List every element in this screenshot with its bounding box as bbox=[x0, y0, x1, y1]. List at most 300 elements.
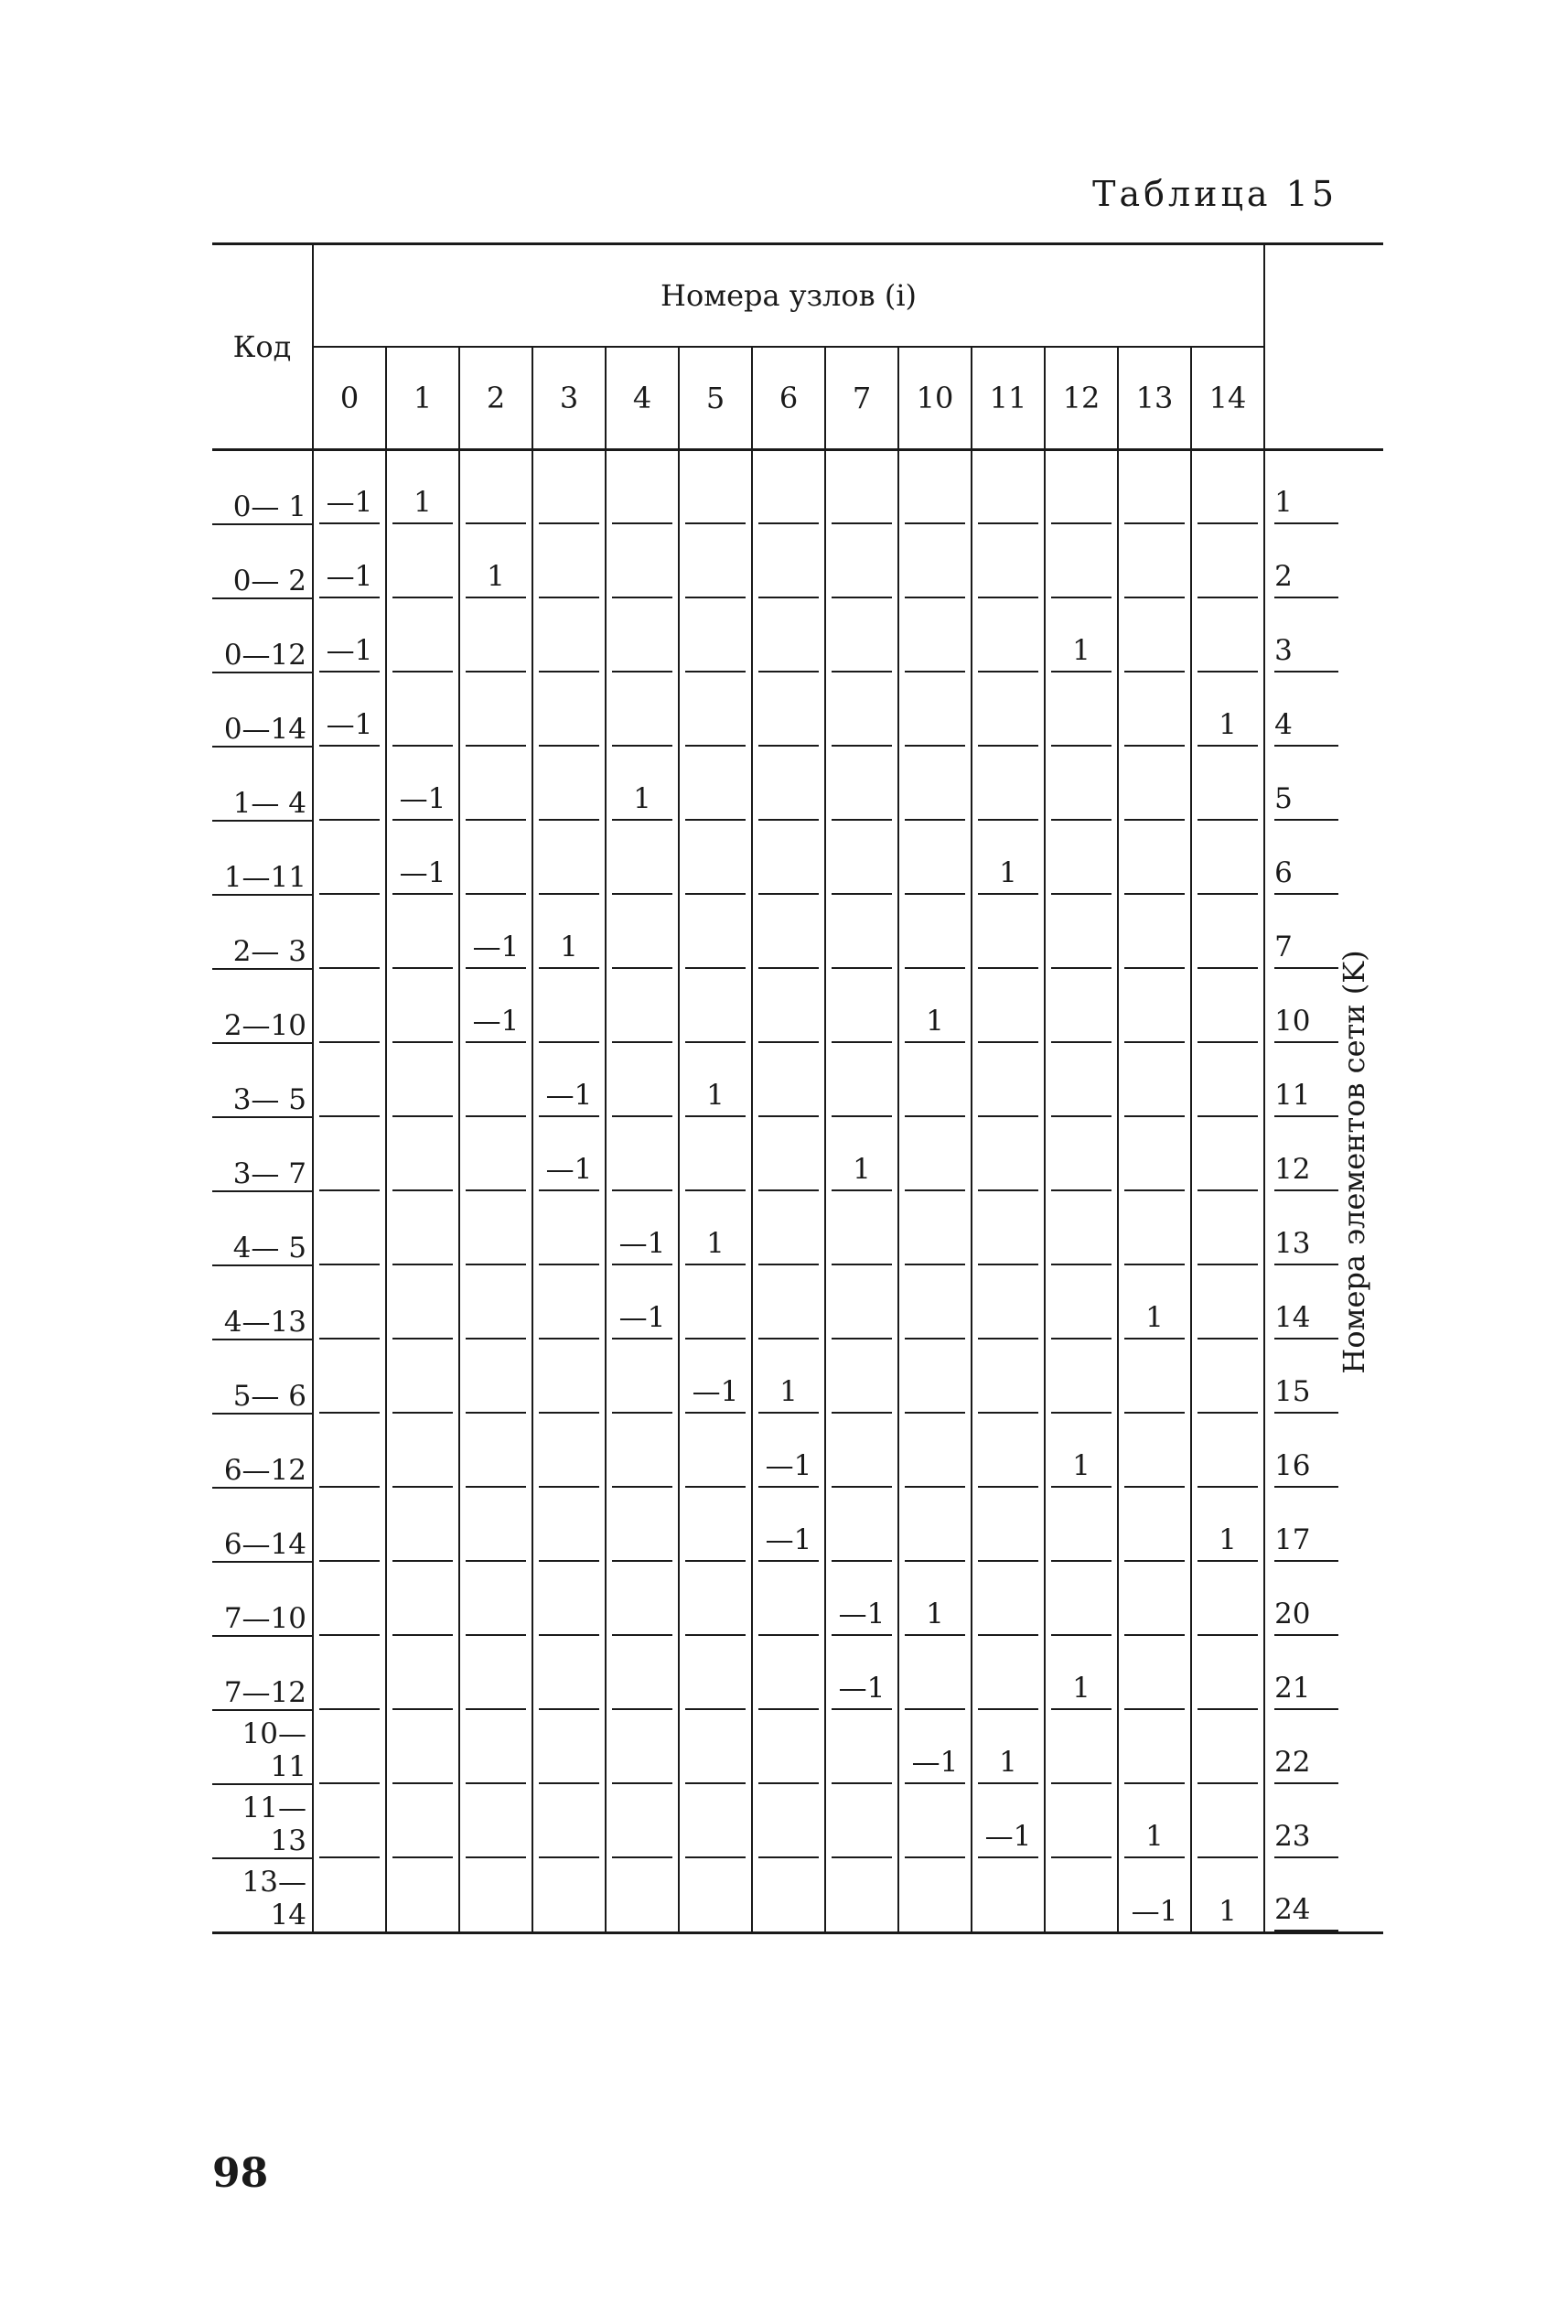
incidence-value bbox=[832, 1223, 892, 1265]
incidence-cell bbox=[532, 450, 606, 525]
incidence-cell bbox=[972, 1043, 1045, 1117]
incidence-value: 1 bbox=[832, 1149, 892, 1191]
incidence-value bbox=[1051, 1742, 1112, 1784]
incidence-value bbox=[905, 1149, 965, 1191]
incidence-cell bbox=[972, 895, 1045, 969]
incidence-value bbox=[392, 1297, 453, 1340]
incidence-cell bbox=[386, 747, 459, 821]
incidence-cell bbox=[752, 969, 825, 1043]
incidence-cell bbox=[752, 1414, 825, 1488]
incidence-cell bbox=[898, 1414, 972, 1488]
incidence-value: —1 bbox=[539, 1075, 599, 1117]
incidence-value bbox=[978, 779, 1038, 821]
incidence-cell bbox=[532, 598, 606, 672]
element-number-cell bbox=[1264, 747, 1383, 821]
incidence-cell bbox=[1045, 1562, 1118, 1636]
incidence-value bbox=[539, 1891, 599, 1931]
table-row bbox=[212, 598, 1383, 672]
incidence-cell bbox=[679, 1858, 752, 1933]
row-code: 4—13 bbox=[212, 1265, 313, 1340]
table-row bbox=[212, 821, 1383, 895]
incidence-cell bbox=[972, 1562, 1045, 1636]
incidence-value bbox=[392, 1520, 453, 1562]
incidence-value: 1 bbox=[1197, 705, 1258, 747]
incidence-value bbox=[905, 1223, 965, 1265]
incidence-cell bbox=[313, 1117, 386, 1191]
incidence-cell bbox=[1118, 1858, 1191, 1933]
incidence-value bbox=[466, 1594, 526, 1636]
incidence-value bbox=[319, 1446, 380, 1488]
node-numbers-row bbox=[212, 347, 1383, 450]
incidence-cell bbox=[752, 1340, 825, 1414]
incidence-cell bbox=[532, 969, 606, 1043]
incidence-cell bbox=[1191, 598, 1264, 672]
incidence-value bbox=[832, 1372, 892, 1414]
element-number: 1 bbox=[1274, 482, 1338, 524]
incidence-cell bbox=[606, 969, 679, 1043]
incidence-cell bbox=[1191, 821, 1264, 895]
incidence-value bbox=[539, 1668, 599, 1710]
incidence-value bbox=[1197, 1297, 1258, 1340]
incidence-value bbox=[758, 1816, 819, 1858]
incidence-value bbox=[466, 482, 526, 524]
incidence-cell bbox=[898, 1784, 972, 1858]
incidence-cell bbox=[898, 747, 972, 821]
incidence-cell bbox=[972, 969, 1045, 1043]
incidence-value bbox=[539, 1742, 599, 1784]
incidence-cell bbox=[313, 1265, 386, 1340]
incidence-value: 1 bbox=[905, 1001, 965, 1043]
table-row bbox=[212, 1488, 1383, 1562]
incidence-cell bbox=[1191, 969, 1264, 1043]
node-header-0: 0 bbox=[313, 347, 386, 450]
incidence-value bbox=[1051, 927, 1112, 969]
incidence-value bbox=[905, 1297, 965, 1340]
incidence-cell bbox=[972, 524, 1045, 598]
incidence-value bbox=[905, 853, 965, 895]
element-number: 2 bbox=[1274, 556, 1338, 598]
incidence-cell bbox=[752, 1191, 825, 1265]
incidence-cell bbox=[752, 1562, 825, 1636]
incidence-cell bbox=[898, 524, 972, 598]
incidence-value bbox=[612, 853, 672, 895]
incidence-value bbox=[832, 705, 892, 747]
incidence-value bbox=[466, 1149, 526, 1191]
element-number: 14 bbox=[1274, 1297, 1338, 1340]
row-code: 5— 6 bbox=[212, 1340, 313, 1414]
incidence-value bbox=[978, 482, 1038, 524]
incidence-value bbox=[832, 1520, 892, 1562]
incidence-cell bbox=[1191, 450, 1264, 525]
incidence-cell bbox=[825, 1191, 898, 1265]
incidence-value bbox=[1051, 1075, 1112, 1117]
incidence-value bbox=[539, 1520, 599, 1562]
incidence-value bbox=[685, 1594, 746, 1636]
incidence-cell bbox=[532, 747, 606, 821]
incidence-cell bbox=[459, 450, 532, 525]
element-number-cell bbox=[1264, 1858, 1383, 1933]
incidence-cell bbox=[606, 1340, 679, 1414]
incidence-value bbox=[685, 1742, 746, 1784]
incidence-value bbox=[1051, 1520, 1112, 1562]
incidence-value: 1 bbox=[978, 853, 1038, 895]
incidence-value bbox=[1124, 853, 1185, 895]
incidence-value: —1 bbox=[832, 1594, 892, 1636]
incidence-cell bbox=[825, 1784, 898, 1858]
incidence-cell bbox=[752, 895, 825, 969]
incidence-value bbox=[758, 705, 819, 747]
incidence-value bbox=[685, 1816, 746, 1858]
incidence-value bbox=[1051, 1372, 1112, 1414]
incidence-value bbox=[1197, 1372, 1258, 1414]
incidence-value bbox=[832, 1446, 892, 1488]
element-number: 5 bbox=[1274, 779, 1338, 821]
incidence-value bbox=[612, 556, 672, 598]
incidence-cell bbox=[679, 1562, 752, 1636]
incidence-value bbox=[758, 1891, 819, 1931]
incidence-value bbox=[319, 1372, 380, 1414]
row-code: 7—10 bbox=[212, 1562, 313, 1636]
table-row bbox=[212, 1117, 1383, 1191]
incidence-cell bbox=[606, 1265, 679, 1340]
incidence-value bbox=[685, 482, 746, 524]
incidence-cell bbox=[1118, 1191, 1191, 1265]
incidence-value bbox=[1197, 1001, 1258, 1043]
incidence-value bbox=[832, 630, 892, 672]
incidence-value bbox=[1124, 1001, 1185, 1043]
incidence-cell bbox=[386, 1636, 459, 1710]
incidence-value bbox=[685, 1149, 746, 1191]
row-code: 2— 3 bbox=[212, 895, 313, 969]
table-row bbox=[212, 1784, 1383, 1858]
incidence-cell bbox=[606, 821, 679, 895]
incidence-cell bbox=[606, 450, 679, 525]
incidence-cell bbox=[825, 1265, 898, 1340]
incidence-cell bbox=[825, 821, 898, 895]
incidence-value bbox=[1124, 1075, 1185, 1117]
incidence-cell bbox=[606, 1636, 679, 1710]
incidence-value bbox=[1051, 1223, 1112, 1265]
incidence-value bbox=[978, 705, 1038, 747]
incidence-cell bbox=[972, 450, 1045, 525]
incidence-value bbox=[905, 630, 965, 672]
incidence-value bbox=[978, 1594, 1038, 1636]
incidence-cell bbox=[898, 821, 972, 895]
incidence-cell bbox=[1191, 1858, 1264, 1933]
row-code: 3— 5 bbox=[212, 1043, 313, 1117]
incidence-value: —1 bbox=[319, 705, 380, 747]
incidence-value bbox=[392, 1891, 453, 1931]
incidence-cell bbox=[972, 1858, 1045, 1933]
incidence-value bbox=[612, 927, 672, 969]
incidence-cell bbox=[313, 524, 386, 598]
incidence-cell bbox=[386, 1265, 459, 1340]
incidence-value bbox=[1124, 1149, 1185, 1191]
node-header-7: 7 bbox=[825, 347, 898, 450]
incidence-cell bbox=[459, 1340, 532, 1414]
row-code: 10—11 bbox=[212, 1710, 313, 1784]
incidence-cell bbox=[313, 747, 386, 821]
incidence-cell bbox=[679, 598, 752, 672]
incidence-value bbox=[978, 1149, 1038, 1191]
incidence-cell bbox=[898, 450, 972, 525]
incidence-value bbox=[392, 1075, 453, 1117]
incidence-cell bbox=[1118, 450, 1191, 525]
incidence-cell bbox=[752, 1858, 825, 1933]
incidence-cell bbox=[459, 1043, 532, 1117]
elements-axis-label: Номера элементов сети (K) bbox=[1337, 950, 1371, 1374]
incidence-cell bbox=[898, 1488, 972, 1562]
incidence-value bbox=[832, 853, 892, 895]
incidence-value bbox=[758, 1223, 819, 1265]
incidence-value bbox=[1124, 1668, 1185, 1710]
incidence-cell bbox=[1045, 1117, 1118, 1191]
incidence-cell bbox=[825, 1858, 898, 1933]
incidence-cell bbox=[532, 1340, 606, 1414]
incidence-value bbox=[319, 1520, 380, 1562]
incidence-value bbox=[1051, 1001, 1112, 1043]
incidence-cell bbox=[1191, 747, 1264, 821]
incidence-value: 1 bbox=[539, 927, 599, 969]
incidence-cell bbox=[313, 598, 386, 672]
incidence-cell bbox=[679, 895, 752, 969]
incidence-value: 1 bbox=[1051, 630, 1112, 672]
incidence-cell bbox=[752, 1043, 825, 1117]
incidence-value bbox=[1051, 853, 1112, 895]
incidence-value bbox=[1197, 853, 1258, 895]
incidence-cell bbox=[386, 598, 459, 672]
incidence-value bbox=[685, 1520, 746, 1562]
incidence-cell bbox=[1045, 1784, 1118, 1858]
incidence-value bbox=[1197, 482, 1258, 524]
incidence-cell bbox=[1118, 969, 1191, 1043]
incidence-cell bbox=[1045, 969, 1118, 1043]
incidence-cell bbox=[898, 598, 972, 672]
table-row bbox=[212, 524, 1383, 598]
incidence-value bbox=[978, 1075, 1038, 1117]
incidence-cell bbox=[532, 1043, 606, 1117]
incidence-cell bbox=[313, 1636, 386, 1710]
incidence-cell bbox=[679, 1784, 752, 1858]
incidence-cell bbox=[679, 969, 752, 1043]
incidence-cell bbox=[386, 1043, 459, 1117]
incidence-value bbox=[466, 1446, 526, 1488]
incidence-value bbox=[978, 1297, 1038, 1340]
incidence-value bbox=[685, 705, 746, 747]
incidence-cell bbox=[1118, 1265, 1191, 1340]
element-number-cell bbox=[1264, 1710, 1383, 1784]
incidence-value bbox=[1124, 1594, 1185, 1636]
incidence-cell bbox=[1045, 524, 1118, 598]
incidence-cell bbox=[679, 1043, 752, 1117]
incidence-value bbox=[612, 1149, 672, 1191]
incidence-value bbox=[539, 1297, 599, 1340]
incidence-value bbox=[466, 630, 526, 672]
incidence-value bbox=[685, 630, 746, 672]
incidence-cell bbox=[1118, 895, 1191, 969]
table-row bbox=[212, 969, 1383, 1043]
row-code: 3— 7 bbox=[212, 1117, 313, 1191]
incidence-value bbox=[758, 1297, 819, 1340]
incidence-value: —1 bbox=[466, 1001, 526, 1043]
incidence-cell bbox=[1045, 1710, 1118, 1784]
incidence-value: —1 bbox=[319, 630, 380, 672]
incidence-cell bbox=[459, 821, 532, 895]
incidence-cell bbox=[1191, 1340, 1264, 1414]
incidence-value bbox=[1197, 1223, 1258, 1265]
incidence-value bbox=[1051, 1594, 1112, 1636]
incidence-cell bbox=[752, 524, 825, 598]
element-number: 12 bbox=[1274, 1149, 1338, 1191]
incidence-value bbox=[392, 1668, 453, 1710]
incidence-value bbox=[539, 1001, 599, 1043]
incidence-cell bbox=[679, 1265, 752, 1340]
incidence-cell bbox=[1191, 1562, 1264, 1636]
incidence-cell bbox=[313, 1191, 386, 1265]
incidence-cell bbox=[1118, 1043, 1191, 1117]
incidence-value: —1 bbox=[978, 1816, 1038, 1858]
incidence-value bbox=[978, 556, 1038, 598]
incidence-cell bbox=[679, 1117, 752, 1191]
incidence-value bbox=[758, 779, 819, 821]
element-number-cell bbox=[1264, 821, 1383, 895]
code-column-header: Код bbox=[212, 244, 313, 450]
incidence-value bbox=[392, 630, 453, 672]
incidence-cell bbox=[313, 1488, 386, 1562]
incidence-cell bbox=[459, 1265, 532, 1340]
incidence-cell bbox=[752, 747, 825, 821]
incidence-value bbox=[466, 1742, 526, 1784]
incidence-cell bbox=[972, 1340, 1045, 1414]
incidence-cell bbox=[972, 1265, 1045, 1340]
incidence-value bbox=[1197, 1816, 1258, 1858]
incidence-cell bbox=[606, 598, 679, 672]
incidence-cell bbox=[972, 672, 1045, 747]
incidence-value: 1 bbox=[1124, 1297, 1185, 1340]
incidence-cell bbox=[1045, 1191, 1118, 1265]
incidence-cell bbox=[532, 821, 606, 895]
incidence-cell bbox=[459, 1562, 532, 1636]
incidence-cell bbox=[459, 1117, 532, 1191]
incidence-cell bbox=[679, 747, 752, 821]
incidence-value bbox=[1197, 1075, 1258, 1117]
incidence-table-container bbox=[212, 242, 1383, 1934]
incidence-cell bbox=[1191, 1265, 1264, 1340]
incidence-value bbox=[466, 1372, 526, 1414]
incidence-value bbox=[1051, 482, 1112, 524]
node-header-14: 14 bbox=[1191, 347, 1264, 450]
incidence-value bbox=[392, 705, 453, 747]
incidence-cell bbox=[1118, 1710, 1191, 1784]
incidence-value bbox=[1124, 1742, 1185, 1784]
incidence-value bbox=[466, 1223, 526, 1265]
element-number: 21 bbox=[1274, 1668, 1338, 1710]
incidence-value: —1 bbox=[905, 1742, 965, 1784]
incidence-cell bbox=[898, 1858, 972, 1933]
row-code: 4— 5 bbox=[212, 1191, 313, 1265]
table-row bbox=[212, 1636, 1383, 1710]
incidence-cell bbox=[386, 1340, 459, 1414]
incidence-value bbox=[685, 1297, 746, 1340]
incidence-cell bbox=[386, 1488, 459, 1562]
element-number: 4 bbox=[1274, 705, 1338, 747]
incidence-value bbox=[466, 1297, 526, 1340]
incidence-value bbox=[466, 1668, 526, 1710]
incidence-cell bbox=[606, 1562, 679, 1636]
element-number-cell bbox=[1264, 1636, 1383, 1710]
incidence-cell bbox=[313, 1562, 386, 1636]
incidence-cell bbox=[532, 1858, 606, 1933]
incidence-cell bbox=[1045, 1043, 1118, 1117]
incidence-value: —1 bbox=[392, 779, 453, 821]
incidence-cell bbox=[972, 1710, 1045, 1784]
incidence-cell bbox=[1045, 1414, 1118, 1488]
incidence-value: 1 bbox=[1197, 1520, 1258, 1562]
incidence-cell bbox=[313, 895, 386, 969]
incidence-value bbox=[539, 705, 599, 747]
incidence-cell bbox=[386, 524, 459, 598]
element-number: 10 bbox=[1274, 1001, 1338, 1043]
element-number: 17 bbox=[1274, 1520, 1338, 1562]
table-row bbox=[212, 1043, 1383, 1117]
node-header-1: 1 bbox=[386, 347, 459, 450]
table-row bbox=[212, 1858, 1383, 1933]
incidence-value bbox=[758, 1594, 819, 1636]
incidence-cell bbox=[825, 672, 898, 747]
incidence-cell bbox=[313, 1710, 386, 1784]
incidence-value bbox=[319, 1742, 380, 1784]
incidence-value bbox=[1197, 630, 1258, 672]
incidence-cell bbox=[606, 1710, 679, 1784]
incidence-cell bbox=[972, 747, 1045, 821]
incidence-value bbox=[905, 1446, 965, 1488]
incidence-value bbox=[1124, 927, 1185, 969]
element-number: 22 bbox=[1274, 1742, 1338, 1784]
table-row bbox=[212, 1340, 1383, 1414]
incidence-cell bbox=[679, 672, 752, 747]
incidence-value bbox=[978, 927, 1038, 969]
incidence-cell bbox=[386, 1710, 459, 1784]
incidence-value bbox=[685, 1668, 746, 1710]
incidence-value bbox=[612, 1668, 672, 1710]
element-number: 11 bbox=[1274, 1075, 1338, 1117]
incidence-value bbox=[758, 1742, 819, 1784]
incidence-value bbox=[392, 1223, 453, 1265]
incidence-cell bbox=[459, 1488, 532, 1562]
table-row bbox=[212, 450, 1383, 525]
incidence-value bbox=[758, 1075, 819, 1117]
incidence-cell bbox=[825, 1414, 898, 1488]
incidence-value bbox=[539, 1816, 599, 1858]
incidence-value bbox=[612, 482, 672, 524]
incidence-value bbox=[832, 1297, 892, 1340]
incidence-value bbox=[905, 705, 965, 747]
incidence-cell bbox=[459, 747, 532, 821]
incidence-value bbox=[319, 1297, 380, 1340]
incidence-value bbox=[1124, 779, 1185, 821]
incidence-value bbox=[832, 1891, 892, 1931]
element-number: 3 bbox=[1274, 630, 1338, 672]
incidence-value bbox=[539, 1446, 599, 1488]
incidence-value bbox=[1051, 779, 1112, 821]
row-code: 11—13 bbox=[212, 1784, 313, 1858]
incidence-cell bbox=[606, 524, 679, 598]
incidence-value bbox=[466, 779, 526, 821]
incidence-cell bbox=[1118, 1784, 1191, 1858]
incidence-value: 1 bbox=[685, 1223, 746, 1265]
element-number: 15 bbox=[1274, 1372, 1338, 1414]
incidence-value bbox=[905, 1816, 965, 1858]
